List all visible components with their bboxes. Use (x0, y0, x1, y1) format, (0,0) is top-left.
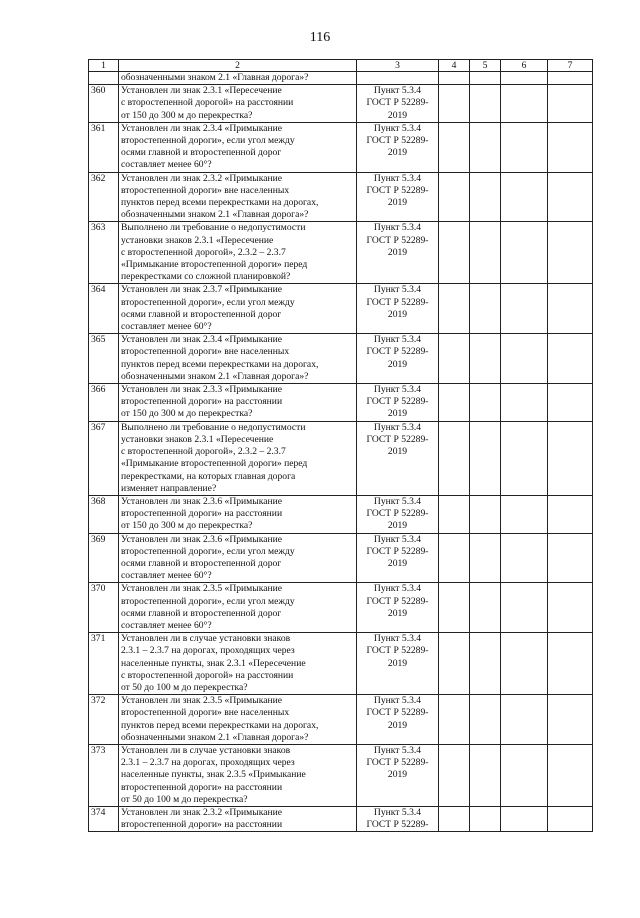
question-line: пунктов перед всеми перекрестками на дорогах, (121, 358, 319, 370)
answer-cell (470, 85, 501, 123)
answer-cell (470, 583, 501, 633)
question-cell (119, 284, 357, 334)
question-line: 2.3.1 – 2.3.7 на дорогах, проходящих через (121, 645, 295, 657)
question-line: второстепенной дороги» на расстоянии (121, 508, 283, 520)
reference-line: 2019 (387, 408, 408, 420)
reference-cell (357, 744, 439, 806)
answer-cell (439, 583, 470, 633)
question-cell (119, 583, 357, 633)
row-number: 363 (89, 222, 119, 284)
reference-line: 2019 (387, 719, 408, 731)
answer-cell (548, 334, 593, 384)
answer-cell (548, 72, 593, 85)
table-row (89, 85, 593, 123)
reference-line: Пункт 5.3.4 (373, 172, 422, 184)
question-line: «Примыкание второстепенной дороги» перед (121, 458, 308, 470)
reference-line: ГОСТ Р 52289- (366, 234, 429, 246)
reference-line: Пункт 5.3.4 (373, 421, 422, 433)
table-row (89, 533, 593, 583)
answer-cell (470, 633, 501, 695)
question-line: обозначенными знаком 2.1 «Главная дорога»? (121, 731, 309, 743)
reference-line: ГОСТ Р 52289- (366, 757, 429, 769)
continuation-row (89, 72, 593, 85)
question-line: с второстепенной дорогой» на расстоянии (121, 97, 294, 109)
row-number: 366 (89, 384, 119, 422)
answer-cell (501, 85, 548, 123)
reference-line: 2019 (387, 520, 408, 532)
reference-cell (357, 72, 439, 85)
question-line: Установлен ли знак 2.3.4 «Примыкание (121, 334, 282, 346)
answer-cell (501, 533, 548, 583)
reference-line: ГОСТ Р 52289- (366, 97, 429, 109)
question-line: изменяет направление? (121, 482, 217, 494)
answer-cell (470, 122, 501, 172)
answer-cell (470, 744, 501, 806)
reference-line: Пункт 5.3.4 (373, 495, 422, 507)
reference-line: Пункт 5.3.4 (373, 222, 422, 234)
question-cell (119, 495, 357, 533)
question-line: составляет менее 60°? (121, 570, 212, 582)
reference-line: 2019 (387, 109, 408, 121)
question-line: Установлен ли в случае установки знаков (121, 633, 291, 645)
reference-line: ГОСТ Р 52289- (366, 296, 429, 308)
answer-cell (501, 633, 548, 695)
question-line: Установлен ли знак 2.3.3 «Примыкание (121, 384, 282, 396)
answer-cell (501, 421, 548, 495)
answer-cell (470, 172, 501, 222)
answer-cell (501, 172, 548, 222)
header-col-7: 7 (548, 60, 593, 72)
question-line: Установлен ли знак 2.3.4 «Примыкание (121, 122, 282, 134)
row-number: 370 (89, 583, 119, 633)
table-row (89, 633, 593, 695)
answer-cell (439, 633, 470, 695)
answer-cell (439, 533, 470, 583)
answer-cell (470, 806, 501, 831)
reference-line: ГОСТ Р 52289- (366, 433, 429, 445)
answer-cell (439, 421, 470, 495)
answer-cell (548, 495, 593, 533)
question-line: Установлен ли знак 2.3.6 «Примыкание (121, 533, 282, 545)
reference-line: Пункт 5.3.4 (373, 806, 422, 818)
answer-cell (501, 806, 548, 831)
row-number: 369 (89, 533, 119, 583)
question-line: осями главной и второстепенной дорог (121, 147, 282, 159)
answer-cell (501, 384, 548, 422)
question-line: перекрестками, на которых главная дорога (121, 470, 296, 482)
table-row (89, 334, 593, 384)
question-cell (119, 533, 357, 583)
answer-cell (548, 384, 593, 422)
reference-line: 2019 (387, 557, 408, 569)
row-number: 362 (89, 172, 119, 222)
question-line: с второстепенной дорогой», 2.3.2 – 2.3.7 (121, 246, 286, 258)
table-row (89, 744, 593, 806)
reference-line: 2019 (387, 246, 408, 258)
answer-cell (470, 222, 501, 284)
reference-line: Пункт 5.3.4 (373, 334, 422, 346)
row-number (89, 72, 119, 85)
reference-line: ГОСТ Р 52289- (366, 184, 429, 196)
answer-cell (439, 384, 470, 422)
reference-line: Пункт 5.3.4 (373, 284, 422, 296)
question-cell (119, 72, 357, 85)
question-line: второстепенной дороги», если угол между (121, 296, 295, 308)
question-line: второстепенной дороги» вне населенных (121, 346, 290, 358)
reference-cell (357, 384, 439, 422)
table-row (89, 172, 593, 222)
reference-line: 2019 (387, 308, 408, 320)
answer-cell (501, 495, 548, 533)
question-line: 2.3.1 – 2.3.7 на дорогах, проходящих через (121, 757, 295, 769)
question-cell (119, 122, 357, 172)
question-line: от 150 до 300 м до перекрестка? (121, 109, 253, 121)
answer-cell (548, 633, 593, 695)
reference-line: ГОСТ Р 52289- (366, 396, 429, 408)
question-line: второстепенной дороги» на расстоянии (121, 819, 283, 831)
question-cell (119, 384, 357, 422)
answer-cell (501, 744, 548, 806)
reference-line: 2019 (387, 446, 408, 458)
question-line: осями главной и второстепенной дорог (121, 557, 282, 569)
question-line: составляет менее 60°? (121, 321, 212, 333)
row-number: 360 (89, 85, 119, 123)
reference-line: 2019 (387, 657, 408, 669)
answer-cell (439, 222, 470, 284)
header-col-1: 1 (89, 60, 119, 72)
reference-cell (357, 495, 439, 533)
question-line: с второстепенной дорогой» на расстоянии (121, 669, 294, 681)
reference-cell (357, 806, 439, 831)
question-line: Установлен ли знак 2.3.1 «Пересечение (121, 85, 282, 97)
question-line: Выполнено ли требование о недопустимости (121, 421, 306, 433)
answer-cell (470, 334, 501, 384)
question-line: Установлен ли знак 2.3.2 «Примыкание (121, 806, 282, 818)
table-row (89, 284, 593, 334)
question-line: Установлен ли знак 2.3.5 «Примыкание (121, 695, 282, 707)
answer-cell (439, 334, 470, 384)
reference-cell (357, 334, 439, 384)
answer-cell (548, 695, 593, 745)
table-row (89, 583, 593, 633)
reference-line: Пункт 5.3.4 (373, 122, 422, 134)
question-line: второстепенной дороги» вне населенных (121, 184, 290, 196)
answer-cell (548, 222, 593, 284)
answer-cell (548, 583, 593, 633)
question-line: Выполнено ли требование о недопустимости (121, 222, 306, 234)
header-col-5: 5 (470, 60, 501, 72)
reference-cell (357, 222, 439, 284)
question-cell (119, 421, 357, 495)
answer-cell (470, 695, 501, 745)
answer-cell (548, 744, 593, 806)
question-cell (119, 744, 357, 806)
question-cell (119, 633, 357, 695)
answer-cell (548, 172, 593, 222)
question-line: с второстепенной дорогой», 2.3.2 – 2.3.7 (121, 446, 286, 458)
reference-line: ГОСТ Р 52289- (366, 346, 429, 358)
answer-cell (470, 72, 501, 85)
header-col-2: 2 (119, 60, 357, 72)
reference-line: 2019 (387, 147, 408, 159)
answer-cell (501, 222, 548, 284)
reference-line: ГОСТ Р 52289- (366, 595, 429, 607)
answer-cell (470, 384, 501, 422)
reference-cell (357, 583, 439, 633)
question-cell (119, 334, 357, 384)
header-col-3: 3 (357, 60, 439, 72)
header-col-4: 4 (439, 60, 470, 72)
reference-line: Пункт 5.3.4 (373, 583, 422, 595)
reference-cell (357, 172, 439, 222)
question-line: населенные пункты, знак 2.3.5 «Примыкание (121, 769, 306, 781)
answer-cell (470, 495, 501, 533)
answer-cell (439, 284, 470, 334)
question-line: установки знаков 2.3.1 «Пересечение (121, 433, 274, 445)
answer-cell (470, 421, 501, 495)
question-line: от 150 до 300 м до перекрестка? (121, 520, 253, 532)
question-line: обозначенными знаком 2.1 «Главная дорога»? (121, 209, 309, 221)
question-line: второстепенной дороги», если угол между (121, 595, 295, 607)
question-line: второстепенной дороги» вне населенных (121, 707, 290, 719)
answer-cell (470, 284, 501, 334)
reference-line: Пункт 5.3.4 (373, 744, 422, 756)
answer-cell (439, 495, 470, 533)
question-line: Установлен ли в случае установки знаков (121, 744, 291, 756)
answer-cell (501, 583, 548, 633)
reference-line: ГОСТ Р 52289- (366, 508, 429, 520)
question-line: второстепенной дороги» на расстоянии (121, 781, 283, 793)
table-row (89, 495, 593, 533)
question-line: «Примыкание второстепенной дороги» перед (121, 259, 308, 271)
row-number: 368 (89, 495, 119, 533)
reference-line: ГОСТ Р 52289- (366, 707, 429, 719)
question-line: второстепенной дороги», если угол между (121, 545, 295, 557)
answer-cell (439, 172, 470, 222)
reference-line: 2019 (387, 607, 408, 619)
reference-cell (357, 695, 439, 745)
question-line: Установлен ли знак 2.3.7 «Примыкание (121, 284, 282, 296)
row-number: 365 (89, 334, 119, 384)
answer-cell (548, 806, 593, 831)
reference-line: ГОСТ Р 52289- (366, 819, 429, 831)
question-line: от 50 до 100 м до перекрестка? (121, 793, 248, 805)
question-cell (119, 172, 357, 222)
question-line: Установлен ли знак 2.3.2 «Примыкание (121, 172, 282, 184)
answer-cell (439, 744, 470, 806)
answer-cell (501, 334, 548, 384)
answer-cell (439, 695, 470, 745)
reference-line: ГОСТ Р 52289- (366, 135, 429, 147)
row-number: 371 (89, 633, 119, 695)
question-line: перекрестками со сложной планировкой? (121, 271, 291, 283)
question-line: второстепенной дороги», если угол между (121, 135, 295, 147)
reference-line: Пункт 5.3.4 (373, 85, 422, 97)
question-line: составляет менее 60°? (121, 159, 212, 171)
question-line: пунктов перед всеми перекрестками на дорогах, (121, 719, 319, 731)
answer-cell (439, 85, 470, 123)
answer-cell (439, 806, 470, 831)
question-line: пунктов перед всеми перекрестками на дорогах, (121, 197, 319, 209)
answer-cell (501, 72, 548, 85)
reference-line: Пункт 5.3.4 (373, 533, 422, 545)
answer-cell (548, 284, 593, 334)
question-line: второстепенной дороги» на расстоянии (121, 396, 283, 408)
table-row (89, 222, 593, 284)
row-number: 364 (89, 284, 119, 334)
question-cell (119, 85, 357, 123)
answer-cell (470, 533, 501, 583)
table-row (89, 806, 593, 831)
header-row (89, 60, 593, 72)
row-number: 372 (89, 695, 119, 745)
reference-cell (357, 633, 439, 695)
reference-cell (357, 85, 439, 123)
table-row (89, 695, 593, 745)
header-col-6: 6 (501, 60, 548, 72)
table-row (89, 122, 593, 172)
row-number: 367 (89, 421, 119, 495)
answer-cell (548, 421, 593, 495)
reference-line: 2019 (387, 769, 408, 781)
question-line: осями главной и второстепенной дорог (121, 607, 282, 619)
question-line: установки знаков 2.3.1 «Пересечение (121, 234, 274, 246)
question-cell (119, 222, 357, 284)
answer-cell (548, 533, 593, 583)
answer-cell (439, 122, 470, 172)
answer-cell (501, 695, 548, 745)
reference-line: 2019 (387, 358, 408, 370)
question-line: обозначенными знаком 2.1 «Главная дорога»? (121, 370, 309, 382)
reference-line: 2019 (387, 197, 408, 209)
answer-cell (439, 72, 470, 85)
question-line: обозначенными знаком 2.1 «Главная дорога»? (121, 72, 309, 83)
question-line: осями главной и второстепенной дорог (121, 308, 282, 320)
question-line: от 50 до 100 м до перекрестка? (121, 681, 248, 693)
reference-cell (357, 284, 439, 334)
reference-line: ГОСТ Р 52289- (366, 645, 429, 657)
reference-line: Пункт 5.3.4 (373, 384, 422, 396)
checklist-table (88, 59, 593, 832)
question-line: составляет менее 60°? (121, 619, 212, 631)
answer-cell (501, 122, 548, 172)
answer-cell (501, 284, 548, 334)
reference-line: Пункт 5.3.4 (373, 695, 422, 707)
reference-cell (357, 533, 439, 583)
reference-cell (357, 122, 439, 172)
table-row (89, 421, 593, 495)
answer-cell (548, 85, 593, 123)
question-line: Установлен ли знак 2.3.6 «Примыкание (121, 495, 282, 507)
table-row (89, 384, 593, 422)
question-cell (119, 695, 357, 745)
page-number: 116 (309, 30, 331, 45)
reference-line: ГОСТ Р 52289- (366, 545, 429, 557)
row-number: 361 (89, 122, 119, 172)
question-line: от 150 до 300 м до перекрестка? (121, 408, 253, 420)
row-number: 374 (89, 806, 119, 831)
question-line: Установлен ли знак 2.3.5 «Примыкание (121, 583, 282, 595)
question-cell (119, 806, 357, 831)
reference-cell (357, 421, 439, 495)
reference-line: Пункт 5.3.4 (373, 633, 422, 645)
row-number: 373 (89, 744, 119, 806)
answer-cell (548, 122, 593, 172)
question-line: населенные пункты, знак 2.3.1 «Пересечение (121, 657, 306, 669)
